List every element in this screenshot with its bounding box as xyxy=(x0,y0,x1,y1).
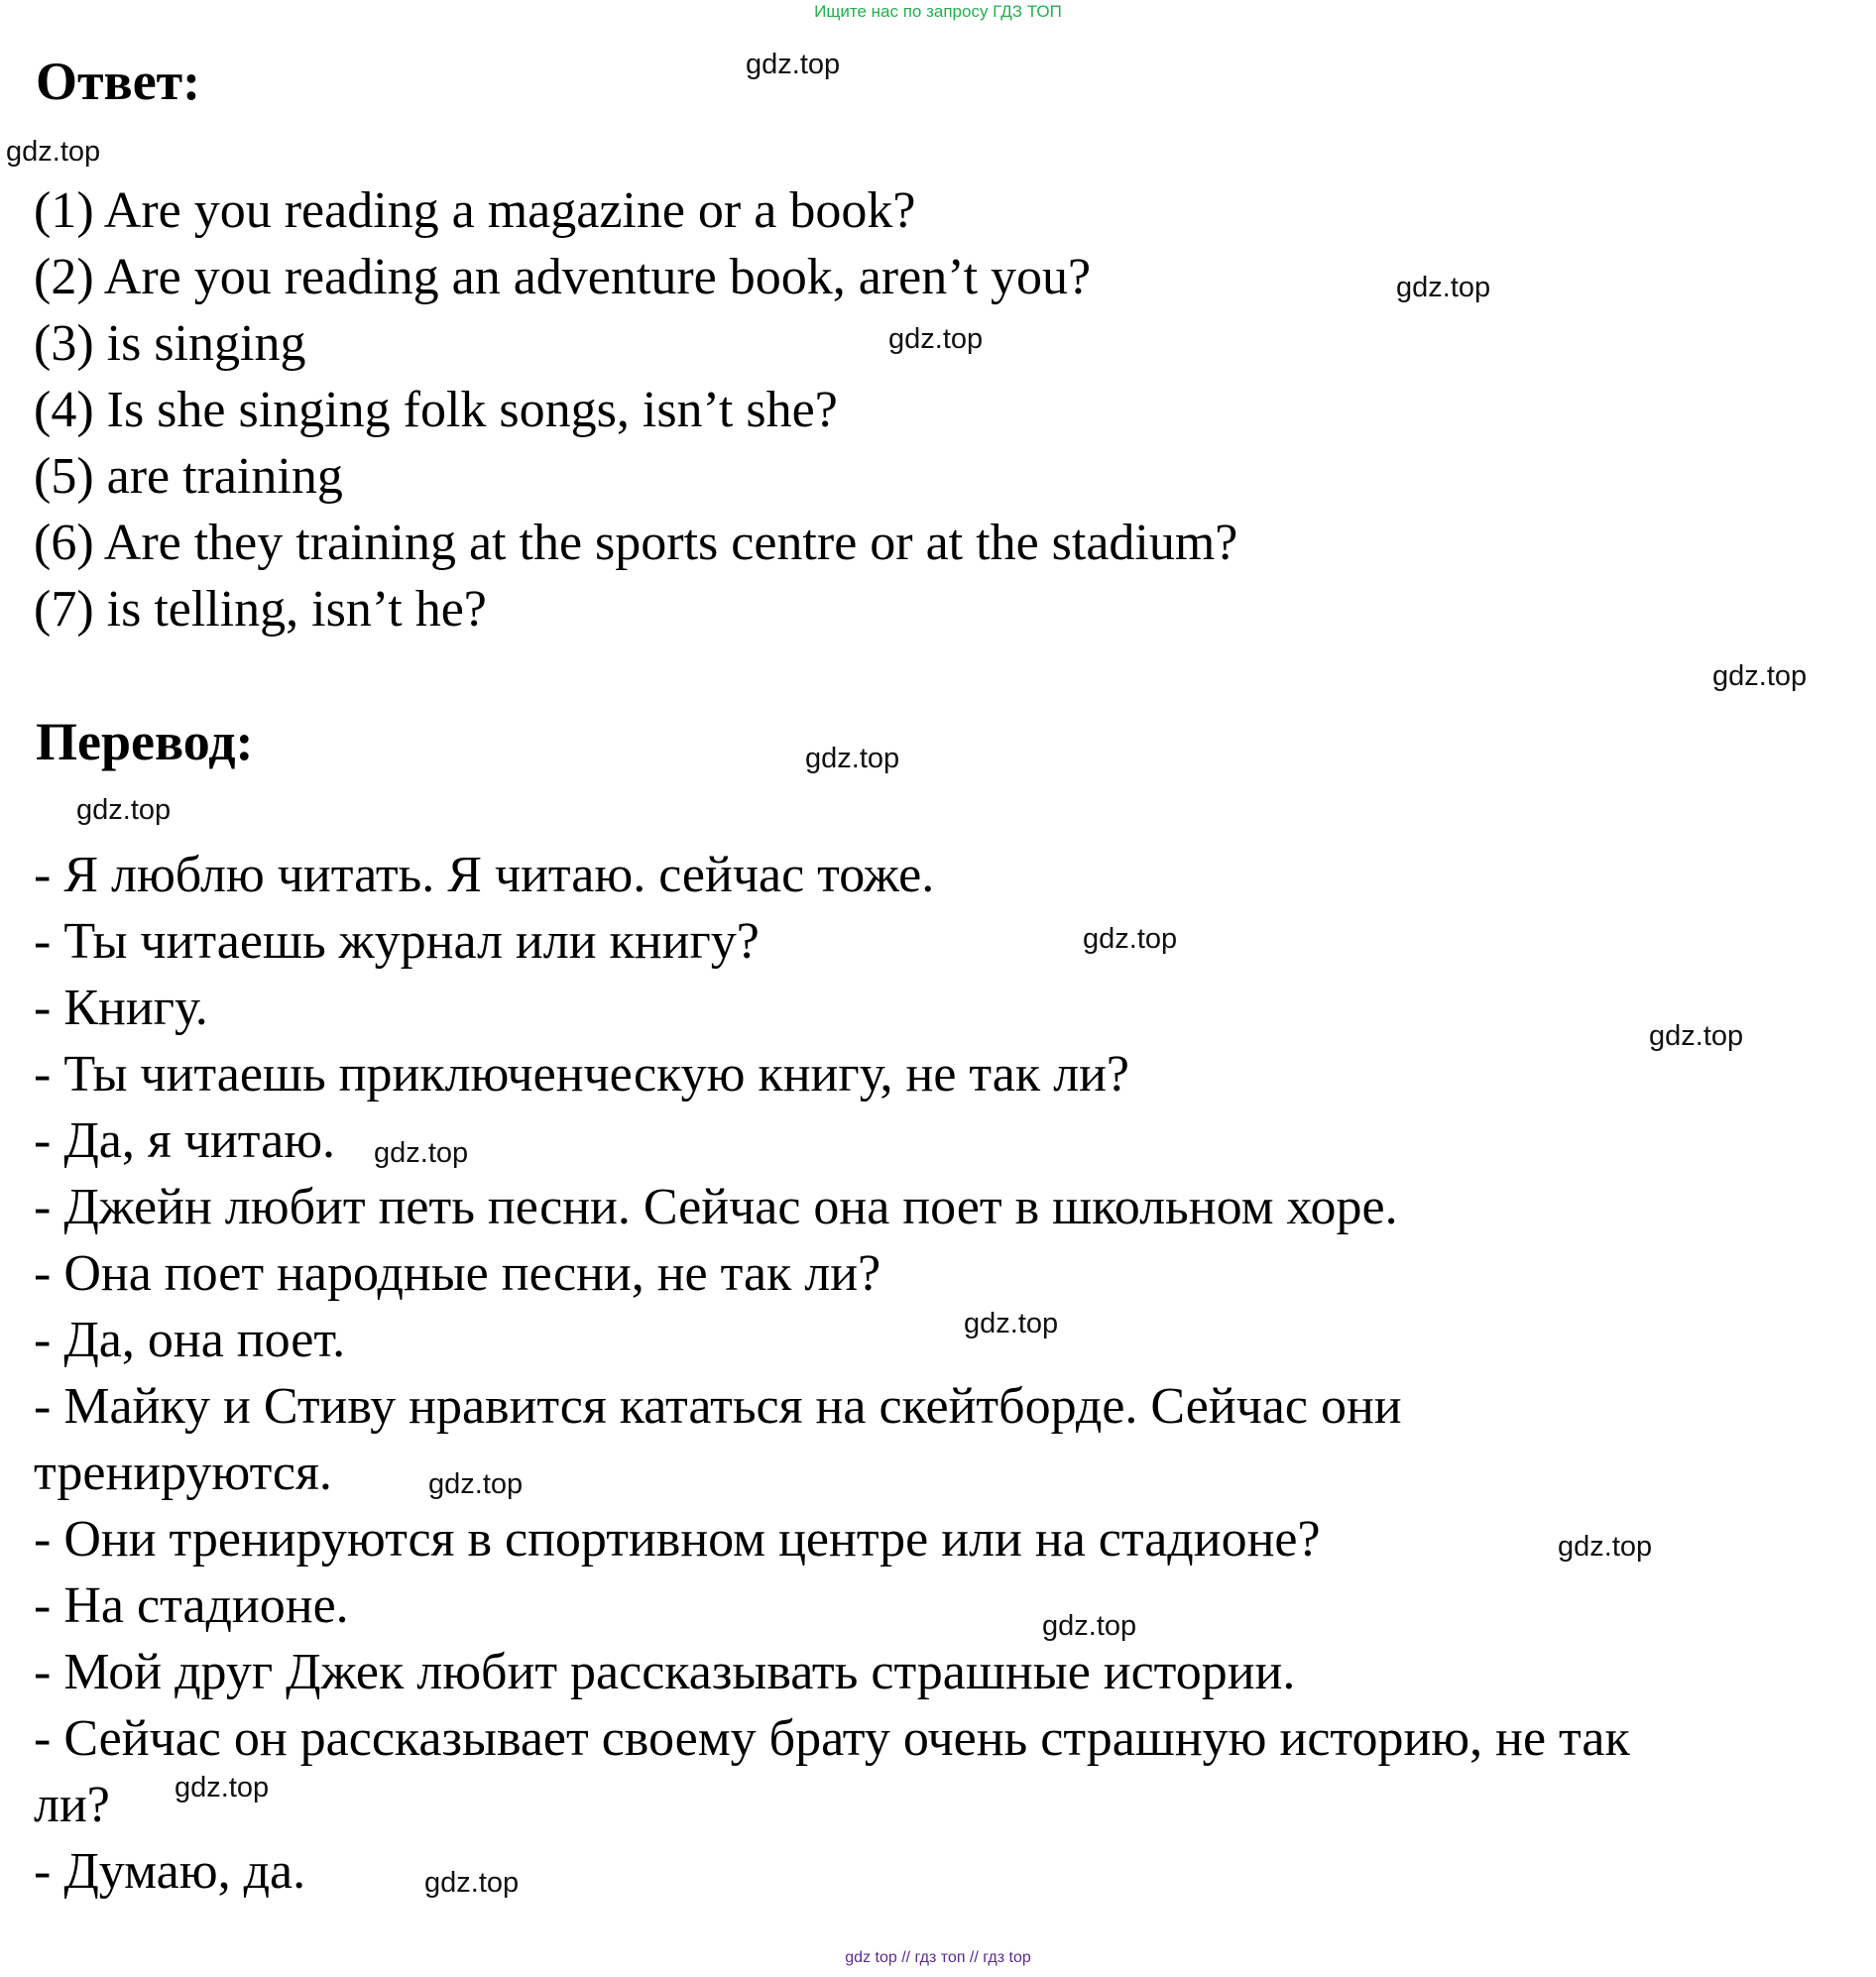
translation-line-9: - Майку и Стиву нравится кататься на скейтборде. Сейчас они xyxy=(34,1378,1402,1435)
answer-line-2: (2) Are you reading an adventure book, aren’t you? xyxy=(34,249,1092,305)
translation-line-5: - Да, я читаю. xyxy=(34,1112,336,1169)
watermark: gdz.top xyxy=(175,1772,270,1803)
watermark: gdz.top xyxy=(805,743,900,774)
watermark: gdz.top xyxy=(1042,1610,1137,1642)
answer-line-7: (7) is telling, isn’t he? xyxy=(34,581,487,638)
answer-heading: Ответ: xyxy=(36,52,201,111)
translation-line-15: ли? xyxy=(34,1777,110,1833)
watermark: gdz.top xyxy=(1083,923,1178,955)
watermark: gdz.top xyxy=(964,1308,1059,1339)
translation-line-7: - Она поет народные песни, не так ли? xyxy=(34,1245,881,1302)
translation-line-10: тренируются. xyxy=(34,1445,332,1501)
watermark: gdz.top xyxy=(1396,272,1491,303)
translation-line-8: - Да, она поет. xyxy=(34,1312,346,1368)
translation-line-6: - Джейн любит петь песни. Сейчас она поет в школьном хоре. xyxy=(34,1179,1398,1235)
translation-line-11: - Они тренируются в спортивном центре или на стадионе? xyxy=(34,1511,1321,1568)
answer-line-1: (1) Are you reading a magazine or a book? xyxy=(34,182,916,239)
watermark: gdz.top xyxy=(1712,660,1808,692)
translation-line-2: - Ты читаешь журнал или книгу? xyxy=(34,913,760,970)
translation-line-4: - Ты читаешь приключенческую книгу, не так ли? xyxy=(34,1046,1129,1103)
watermark: gdz.top xyxy=(746,49,841,80)
watermark: gdz.top xyxy=(428,1468,524,1500)
translation-heading: Перевод: xyxy=(36,712,254,771)
translation-line-14: - Сейчас он рассказывает своему брату очень страшную историю, не так xyxy=(34,1710,1630,1767)
translation-line-16: - Думаю, да. xyxy=(34,1843,306,1900)
answer-line-4: (4) Is she singing folk songs, isn’t she? xyxy=(34,382,838,438)
watermark: gdz.top xyxy=(888,323,984,355)
watermark: gdz.top xyxy=(424,1867,520,1899)
footer: gdz top // гдз топ // гдз top xyxy=(845,1949,1031,1966)
answer-line-6: (6) Are they training at the sports centre or at the stadium? xyxy=(34,515,1238,571)
watermark: gdz.top xyxy=(1649,1020,1744,1052)
translation-line-3: - Книгу. xyxy=(34,980,208,1036)
answer-line-5: (5) are training xyxy=(34,448,343,505)
translation-line-13: - Мой друг Джек любит рассказывать страшные истории. xyxy=(34,1644,1296,1700)
translation-line-1: - Я люблю читать. Я читаю. сейчас тоже. xyxy=(34,847,935,903)
watermark: gdz.top xyxy=(76,794,172,826)
top-banner: Ищите нас по запросу ГДЗ ТОП xyxy=(814,2,1062,21)
answer-line-3: (3) is singing xyxy=(34,315,306,372)
watermark: gdz.top xyxy=(1558,1531,1653,1563)
watermark: gdz.top xyxy=(374,1137,469,1169)
watermark: gdz.top xyxy=(6,136,101,168)
translation-line-12: - На стадионе. xyxy=(34,1577,349,1634)
